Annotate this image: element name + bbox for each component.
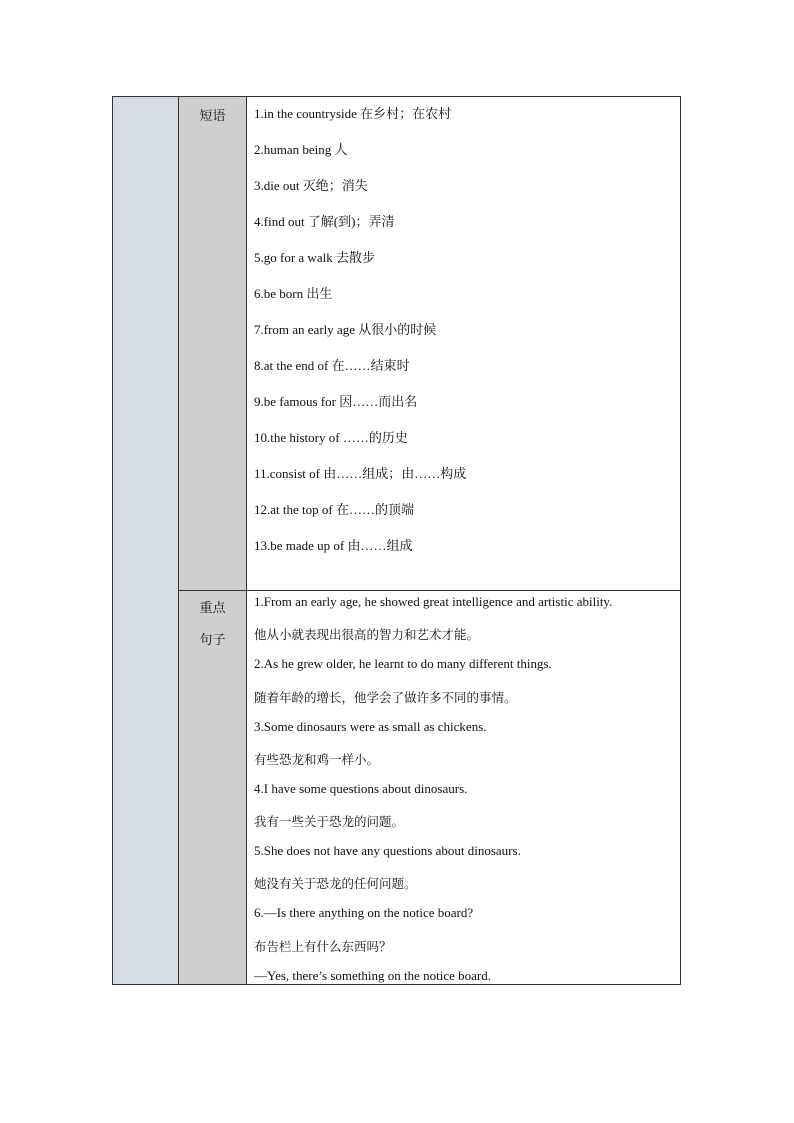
phrase-item: 11.consist of 由……组成；由……构成 [254,466,467,481]
phrase-item: 8.at the end of 在……结束时 [254,358,410,373]
sentence-en: 5.She does not have any questions about dinosaurs. [254,843,521,858]
sentence-en: —Yes, there’s something on the notice board. [254,968,491,983]
phrase-item: 9.be famous for 因……而出名 [254,394,418,409]
phrase-item: 1.in the countryside 在乡村；在农村 [254,106,452,121]
phrase-item: 10.the history of ……的历史 [254,430,408,445]
phrase-item: 12.at the top of 在……的顶端 [254,502,414,517]
phrase-item: 7.from an early age 从很小的时候 [254,322,437,337]
phrases-header-cell [179,97,247,590]
sentence-en: 3.Some dinosaurs were as small as chickens. [254,719,487,734]
sentence-en: 1.From an early age, he showed great intelligence and artistic ability. [254,594,613,609]
sentence-zh: 他从小就表现出很高的智力和艺术才能。 [254,627,480,642]
phrase-item: 13.be made up of 由……组成 [254,538,413,553]
sentences-header-line-1: 重点 [199,601,226,616]
sentence-en: 6.—Is there anything on the notice board? [254,905,474,920]
phrase-item: 2.human being 人 [254,142,348,157]
study-table [112,96,681,985]
sentence-en: 2.As he grew older, he learnt to do many different things. [254,656,552,671]
phrase-item: 5.go for a walk 去散步 [254,250,375,265]
sentence-en: 4.I have some questions about dinosaurs. [254,781,468,796]
sentence-zh: 布告栏上有什么东西吗？ [254,939,392,954]
phrase-item: 3.die out 灭绝；消失 [254,178,368,193]
sentence-zh: 她没有关于恐龙的任何问题。 [254,876,417,891]
sentence-zh: 随着年龄的增长，他学会了做许多不同的事情。 [254,690,517,705]
left-margin-column [113,97,179,984]
row-divider [247,590,680,591]
phrase-item: 6.be born 出生 [254,286,333,301]
phrase-item: 4.find out 了解(到)；弄清 [254,214,395,229]
phrases-header: 短语 [199,109,226,124]
sentence-zh: 我有一些关于恐龙的问题。 [254,814,405,829]
sentences-header-cell [179,590,247,984]
sentence-zh: 有些恐龙和鸡一样小。 [254,752,380,767]
sentences-header-line-2: 句子 [199,633,226,648]
